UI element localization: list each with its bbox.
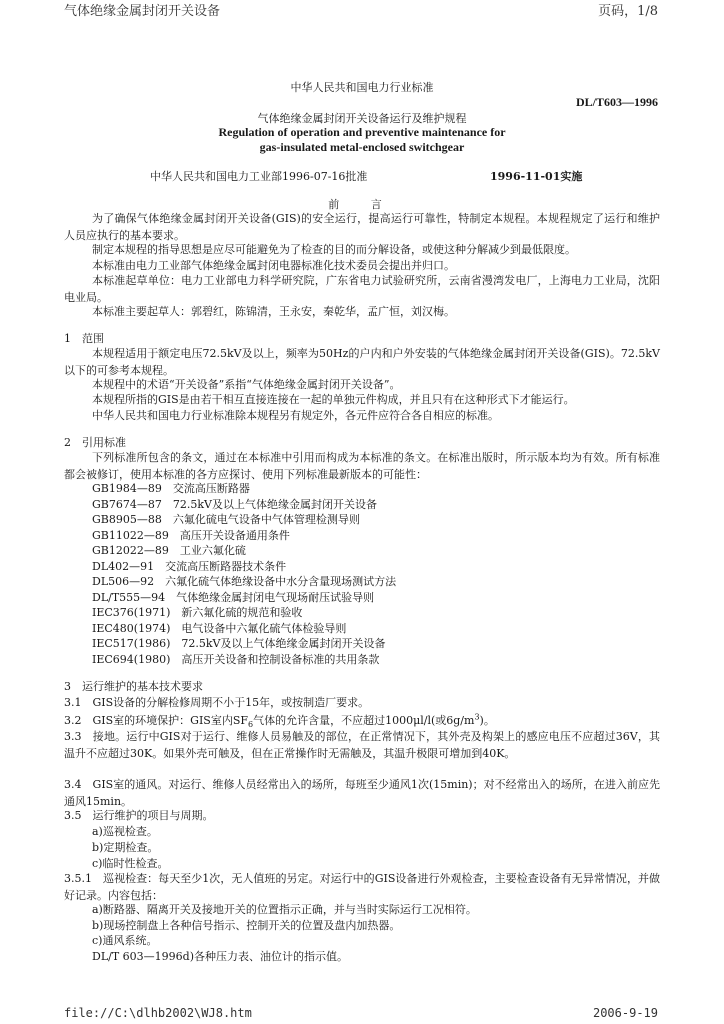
foreword-paragraph-1: 为了确保气体绝缘金属封闭开关设备(GIS)的安全运行，提高运行可靠性，特制定本规程。本规程规定了运行和维护人员应执行的基本要求。 [64, 212, 660, 242]
reference-item: IEC694(1980) 高压开关设备和控制设备标准的共用条款 [92, 653, 380, 666]
section-2-heading: 2 引用标准 [64, 436, 126, 449]
clause-3-5-1-b: b)现场控制盘上各种信号指示、控制开关的位置及盘内加热器。 [92, 919, 401, 932]
section-1-paragraph-2: 本规程中的术语“开关设备”系指“气体绝缘金属封闭开关设备”。 [92, 378, 401, 391]
section-1-paragraph-4: 中华人民共和国电力行业标准除本规程另有规定外，各元件应符合各自相应的标准。 [92, 409, 499, 422]
clause-3-2-text-a: 3.2 GIS室的环境保护：GIS室内SF [64, 714, 248, 727]
clause-3-5-1-a: a)断路器、隔离开关及接地开关的位置指示正确，并与当时实际运行工况相符。 [92, 903, 477, 916]
reference-item: GB1984—89 交流高压断路器 [92, 482, 250, 495]
clause-3-5-1-d: DL/T 603—1996d)各种压力表、油位计的指示值。 [92, 950, 348, 963]
clause-3-5-1: 3.5.1 巡视检查：每天至少1次，无人值班的另定。对运行中的GIS设备进行外观检查，主要检查设备有无异常情况，并做好记录。内容包括： [64, 872, 660, 902]
reference-item: DL/T555—94 气体绝缘金属封闭电气现场耐压试验导则 [92, 591, 375, 604]
clause-3-3: 3.3 接地。运行中GIS对于运行、维修人员易触及的部位，在正常情况下，其外壳及构架上的感应电压不应超过36V，其温升不应超过30K。如果外壳可触及，但在正常操作时无需触及，其温升极限可增加到40K。 [64, 730, 660, 760]
reference-item: IEC480(1974) 电气设备中六氟化硫气体检验导则 [92, 622, 347, 635]
reference-item: DL402—91 交流高压断路器技术条件 [92, 560, 287, 573]
clause-3-5-b: b)定期检查。 [92, 841, 159, 854]
section-1-paragraph-1: 本规程适用于额定电压72.5kV及以上，频率为50Hz的户内和户外安装的气体绝缘金属封闭开关设备(GIS)。72.5kV以下的可参考本规程。 [64, 347, 660, 377]
print-date: 2006-9-19 [592, 1006, 658, 1020]
section-2-paragraph-1: 下列标准所包含的条文，通过在本标准中引用而构成为本标准的条文。在标准出版时，所示版本均为有效。所有标准都会被修订，使用本标准的各方应探讨、使用下列标准最新版本的可能性： [64, 451, 660, 481]
clause-3-2-text-b: 气体的允许含量，不应超过1000μl/l(或6g/m [253, 714, 475, 727]
title-chinese: 气体绝缘金属封闭开关设备运行及维护规程 [257, 112, 467, 125]
foreword-paragraph-4: 本标准起草单位：电力工业部电力科学研究院，广东省电力试验研究所，云南省漫湾发电厂，上海电力工业局，沈阳电业局。 [64, 274, 660, 304]
clause-3-5-1-c: c)通风系统。 [92, 934, 158, 947]
clause-3-5-a: a)巡视检查。 [92, 825, 158, 838]
clause-3-4: 3.4 GIS室的通风。对运行、维修人员经常出入的场所，每班至少通风1次(15min)；对不经常出入的场所，在进入前应先通风15min。 [64, 778, 660, 808]
reference-item: IEC517(1986) 72.5kV及以上气体绝缘金属封闭开关设备 [92, 637, 386, 650]
reference-item: DL506—92 六氟化硫气体绝缘设备中水分含量现场测试方法 [92, 575, 397, 588]
standard-code: DL/T603—1996 [575, 95, 658, 109]
title-english-line1: Regulation of operation and preventive maintenance for [218, 125, 506, 139]
section-1-heading: 1 范围 [64, 332, 104, 345]
clause-3-5-c: c)临时性检查。 [92, 857, 169, 870]
reference-item: GB12022—89 工业六氟化硫 [92, 544, 246, 557]
title-english-line2: gas-insulated metal-enclosed switchgear [259, 140, 465, 154]
reference-item: GB11022—89 高压开关设备通用条件 [92, 529, 290, 542]
reference-item: GB8905—88 六氟化硫电气设备中气体管理检测导则 [92, 513, 360, 526]
issuing-organization: 中华人民共和国电力行业标准 [290, 81, 434, 94]
foreword-paragraph-5: 本标准主要起草人：郭碧红，陈锦清，王永安，秦乾华，孟广恒，刘汉梅。 [92, 305, 455, 318]
approval-line: 中华人民共和国电力工业部1996-07-16批准 [150, 170, 368, 183]
reference-item: IEC376(1971) 新六氟化硫的规范和验收 [92, 606, 303, 619]
clause-3-1: 3.1 GIS设备的分解检修周期不小于15年，或按制造厂要求。 [64, 696, 370, 709]
page-number: 页码，1/8 [598, 4, 658, 19]
clause-3-2-text-c: )。 [479, 714, 495, 727]
clause-3-2 [64, 712, 495, 729]
section-1-paragraph-3: 本规程所指的GIS是由若干相互直接连接在一起的单独元件构成，并且只有在这种形式下才能运行。 [92, 393, 575, 406]
foreword-paragraph-2: 制定本规程的指导思想是应尽可能避免为了检查的目的而分解设备，或使这种分解减少到最低限度。 [92, 243, 576, 256]
clause-3-5: 3.5 运行维护的项目与周期。 [64, 809, 214, 822]
foreword-heading: 前 言 [328, 198, 396, 211]
section-3-heading: 3 运行维护的基本技术要求 [64, 680, 203, 693]
cubic-superscript: 3 [474, 712, 480, 722]
header-title: 气体绝缘金属封闭开关设备 [64, 4, 221, 19]
file-path: file://C:\dlhb2002\WJ8.htm [64, 1006, 252, 1020]
reference-item: GB7674—87 72.5kV及以上气体绝缘金属封闭开关设备 [92, 498, 377, 511]
foreword-paragraph-3: 本标准由电力工业部气体绝缘金属封闭电器标准化技术委员会提出并归口。 [92, 259, 455, 272]
effective-date: 1996-11-01实施 [490, 170, 583, 183]
sf6-subscript: 6 [248, 720, 254, 730]
